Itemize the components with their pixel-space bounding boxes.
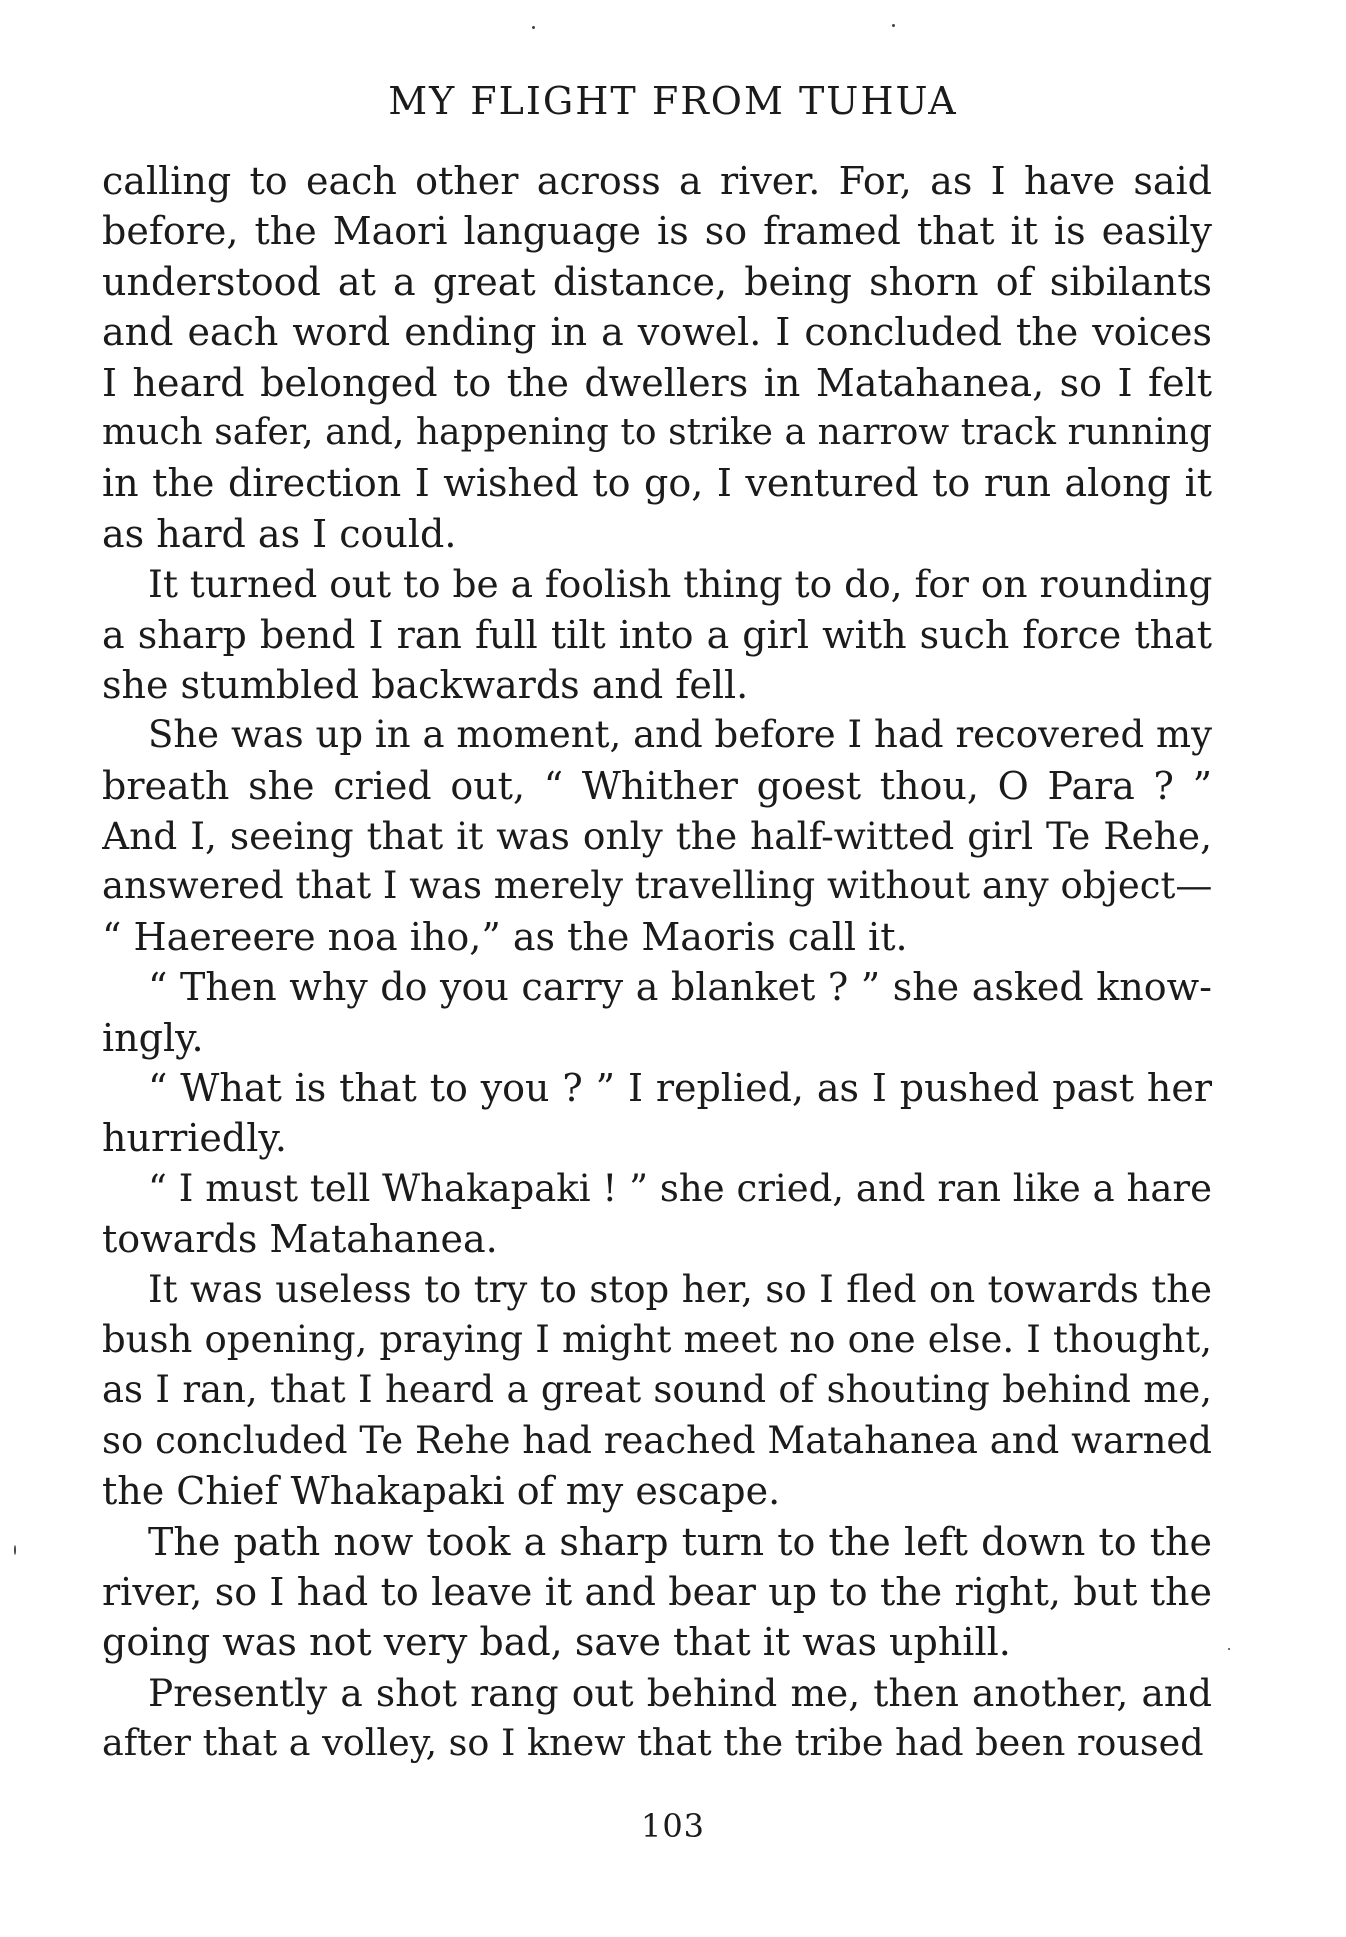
print-speck bbox=[892, 24, 895, 27]
text-line: going was not very bad, save that it was uphill. bbox=[102, 1620, 1011, 1665]
text-line: breath she cried out, “ Whither goest thou, O Para ? ” bbox=[102, 763, 1212, 808]
text-line: “ Then why do you carry a blanket ? ” she asked know- bbox=[148, 965, 1212, 1010]
text-line: “ I must tell Whakapaki ! ” she cried, and ran like a hare bbox=[148, 1166, 1212, 1210]
text-line: It was useless to try to stop her, so I fled on towards the bbox=[148, 1267, 1212, 1311]
text-line: It turned out to be a foolish thing to do, for on rounding bbox=[148, 562, 1212, 607]
text-line: before, the Maori language is so framed that it is easily bbox=[102, 209, 1212, 254]
text-line: calling to each other across a river. For, as I have said bbox=[102, 159, 1212, 203]
text-line: I heard belonged to the dwellers in Matahanea, so I felt bbox=[102, 360, 1212, 405]
text-line: as hard as I could. bbox=[102, 511, 457, 556]
paragraph bbox=[102, 962, 1212, 1063]
text-line: The path now took a sharp turn to the left down to the bbox=[148, 1519, 1212, 1564]
text-line: understood at a great distance, being shorn of sibilants bbox=[102, 259, 1212, 304]
text-line: as I ran, that I heard a great sound of shouting behind me, bbox=[102, 1368, 1212, 1412]
text-line: in the direction I wished to go, I ventured to run along it bbox=[102, 461, 1212, 506]
paragraph bbox=[102, 1063, 1212, 1164]
text-line: she stumbled backwards and fell. bbox=[102, 662, 749, 707]
running-head: MY FLIGHT FROM TUHUA bbox=[388, 79, 958, 123]
text-line: much safer, and, happening to strike a narrow track running bbox=[102, 411, 1212, 453]
text-line: “ Haereere noa iho,” as the Maoris call it. bbox=[102, 914, 908, 959]
text-line: ingly. bbox=[102, 1015, 204, 1060]
text-line: She was up in a moment, and before I had recovered my bbox=[148, 713, 1212, 757]
paragraph bbox=[102, 559, 1212, 710]
text-line: bush opening, praying I might meet no one else. I thought, bbox=[102, 1317, 1212, 1361]
text-line: a sharp bend I ran full tilt into a girl with such force that bbox=[102, 612, 1212, 657]
paragraph bbox=[102, 1668, 1212, 1769]
page-number: 103 bbox=[640, 1807, 706, 1845]
text-line: hurriedly. bbox=[102, 1116, 287, 1161]
text-line: And I, seeing that it was only the half-witted girl Te Rehe, bbox=[102, 814, 1212, 859]
text-line: river, so I had to leave it and bear up to the right, but the bbox=[102, 1569, 1212, 1614]
paragraph bbox=[102, 1265, 1212, 1517]
paragraph bbox=[102, 710, 1212, 962]
text-line: Presently a shot rang out behind me, then another, and bbox=[148, 1670, 1212, 1715]
text-line: after that a volley, so I knew that the tribe had been roused bbox=[102, 1721, 1204, 1765]
text-line: answered that I was merely travelling without any object— bbox=[102, 864, 1212, 908]
paragraph bbox=[102, 1164, 1212, 1265]
text-line: towards Matahanea. bbox=[102, 1217, 498, 1262]
print-speck bbox=[14, 1545, 16, 1555]
print-speck bbox=[532, 26, 535, 29]
text-line: so concluded Te Rehe had reached Matahanea and warned bbox=[102, 1418, 1212, 1462]
print-speck bbox=[1228, 1648, 1230, 1650]
text-line: and each word ending in a vowel. I concluded the voices bbox=[102, 310, 1212, 355]
paragraph bbox=[102, 156, 1212, 559]
text-line: “ What is that to you ? ” I replied, as I pushed past her bbox=[148, 1066, 1212, 1111]
paragraph bbox=[102, 1517, 1212, 1668]
text-line: the Chief Whakapaki of my escape. bbox=[102, 1469, 781, 1514]
body-text bbox=[102, 156, 1212, 1769]
